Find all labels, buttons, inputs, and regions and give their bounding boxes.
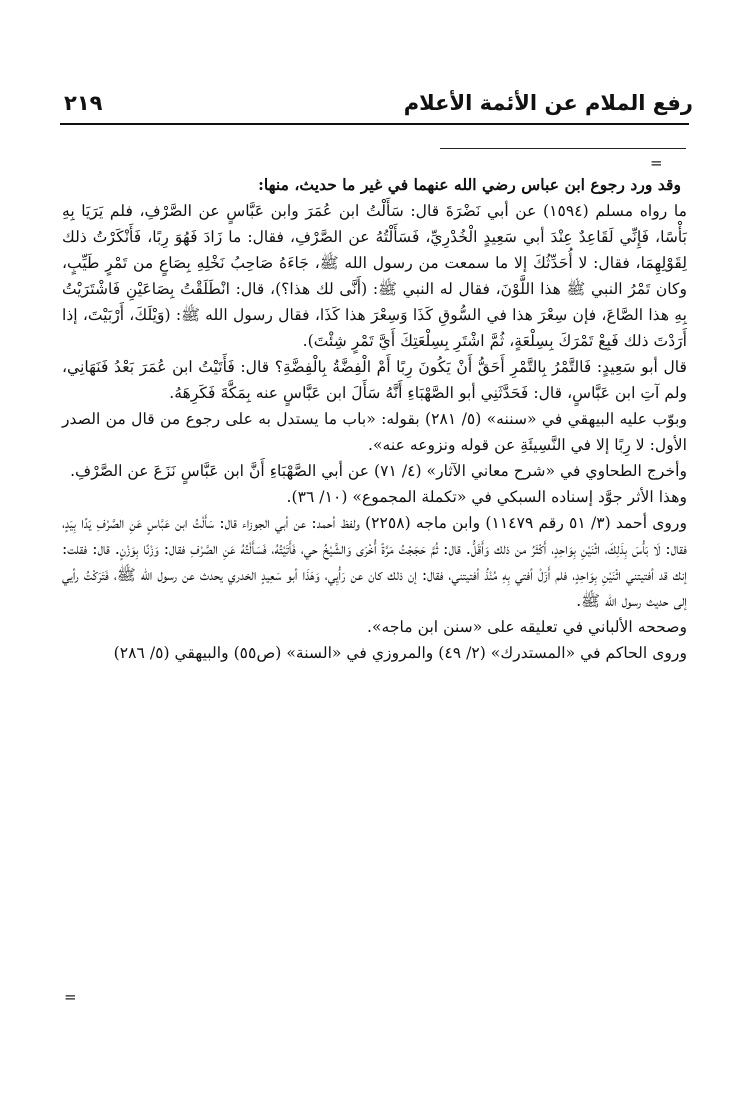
paragraph-hakim: وروى الحاكم في «المستدرك» (٢/ ٤٩) والمروزي في «السنة» (ص٥٥) والبيهقي (٥/ ٢٨٦) bbox=[113, 644, 687, 662]
paragraph-abu-said: قال أبو سَعِيدٍ: فَالتَّمْرُ بِالتَّمْرِ أَحَقُّ أَنْ يَكُونَ رِبًا أَمْ الْفِضَّةُ بِالْفِضَّةِ؟ قال: فَأَتَيْتُ ابن عُمَرَ بَعْدُ فَنَهَانِي، ولم آتِ ابن عَبَّاسٍ، قال: فَحَدَّثَنِي أبو الصَّهْبَاءِ أَنَّهُ سَأَلَ ابن عَبَّاسٍ عنه بِمَكَّةَ فَكَرِهَهُ. bbox=[62, 358, 687, 402]
book-title: رفع الملام عن الأئمة الأعلام bbox=[403, 91, 693, 115]
page-number: ٢١٩ bbox=[64, 91, 103, 115]
running-header bbox=[58, 88, 693, 122]
paragraph-intro: وقد ورد رجوع ابن عباس رضي الله عنهما في غير ما حديث، منها: bbox=[258, 175, 681, 194]
continuation-mark-top: = bbox=[650, 154, 663, 172]
paragraph-ahmad: وروى أحمد (٣/ ٥١ رقم ١١٤٧٩) وابن ماجه (٢٢٥٨) ولفظ أحمد: عن أبي الجوزاء قال: سَأَلْتُ ابن عَبَّاسٍ عَنِ الصَّرْفِ يَدًا بِيَدٍ، فقال: لَا بَأْسَ بِذَلِكَ، اثْنَيْنِ بِوَاحِدٍ، أَكْثَرُ من ذلك وَأَقَلُّ. قال: ثُمَّ حَجَجْتُ مَرَّةً أُخْرَى وَالشَّيْخُ حي، فَأَتَيْتُهُ، فَسَأَلْتُهُ عَنِ الصَّرْفِ فقال: وَزْنًا بِوَزْنٍ. قال: فقلت: إنك قد أفتيتني اثْنَيْنِ بِوَاحِدٍ، فلم أَزَلْ أفتي بِهِ مُنْذُ أفتيتني، فقال: إن ذلك كان عن رَأْيِي، وَهَذَا أبو سَعِيدٍ الخدري يحدث عن رسول الله ﷺ، فَتَرَكْتُ رأيي إلى حديث رسول الله ﷺ. bbox=[61, 514, 687, 610]
paragraph-muslim: ما رواه مسلم (١٥٩٤) عن أبي نَضْرَةَ قال: سَأَلْتُ ابن عُمَرَ وابن عَبَّاسٍ عن الصَّرْفِ، فلم يَرَيَا بِهِ بَأْسًا، فَإِنِّي لَقَاعِدٌ عِنْدَ أبي سَعِيدٍ الْخُدْرِيِّ، فَسَأَلْتُهُ عن الصَّرْفِ، فقال: ما زَادَ فَهُوَ رِبًا، فَأَنْكَرْتُ ذلك لِقَوْلِهِمَا، فقال: لا أُحَدِّثُكَ إلا ما سمعت من رسول الله ﷺ، جَاءَهُ صَاحِبُ نَخْلِهِ بِصَاعٍ من تَمْرٍ طَيِّبٍ، وكان تَمْرُ النبي ﷺ هذا اللَّوْنَ، فقال له النبي ﷺ: (أَنَّى لك هذا؟)، قال: انْطَلَقْتُ بِصَاعَيْنِ فَاشْتَرَيْتُ بِهِ هذا الصَّاعَ، فإن سِعْرَ هذا في السُّوقِ كَذَا وَسِعْرَ هذا كَذَا، فقال رسول الله ﷺ: (وَيْلَكَ، أَرْبَيْتَ، إذا أَرَدْتَ ذلك فَبِعْ تَمْرَكَ بِسِلْعَةٍ، ثُمَّ اشْتَرِ بِسِلْعَتِكَ أَيَّ تَمْرٍ شِئْتَ). bbox=[62, 202, 687, 350]
footnote-separator bbox=[440, 148, 686, 149]
paragraph-subki: وهذا الأثر جوَّد إسناده السبكي في «تكملة المجموع» (١٠/ ٣٦). bbox=[286, 488, 687, 506]
header-rule bbox=[60, 123, 689, 125]
footnote-body bbox=[62, 172, 687, 666]
paragraph-tahawi: وأخرج الطحاوي في «شرح معاني الآثار» (٤/ ٧١) عن أبي الصَّهْبَاءِ أَنَّ ابن عَبَّاسٍ نَزَعَ عن الصَّرْفِ. bbox=[70, 462, 687, 480]
continuation-mark-bottom: = bbox=[64, 988, 77, 1006]
paragraph-bayhaqi: وبوّب عليه البيهقي في «سننه» (٥/ ٢٨١) بقوله: «باب ما يستدل به على رجوع من قال من الصدر الأول: لا رِبًا إلا في النَّسِيئَةِ عن قوله ونزوعه عنه». bbox=[62, 410, 687, 454]
paragraph-albani: وصححه الألباني في تعليقه على «سنن ابن ماجه». bbox=[367, 618, 687, 636]
